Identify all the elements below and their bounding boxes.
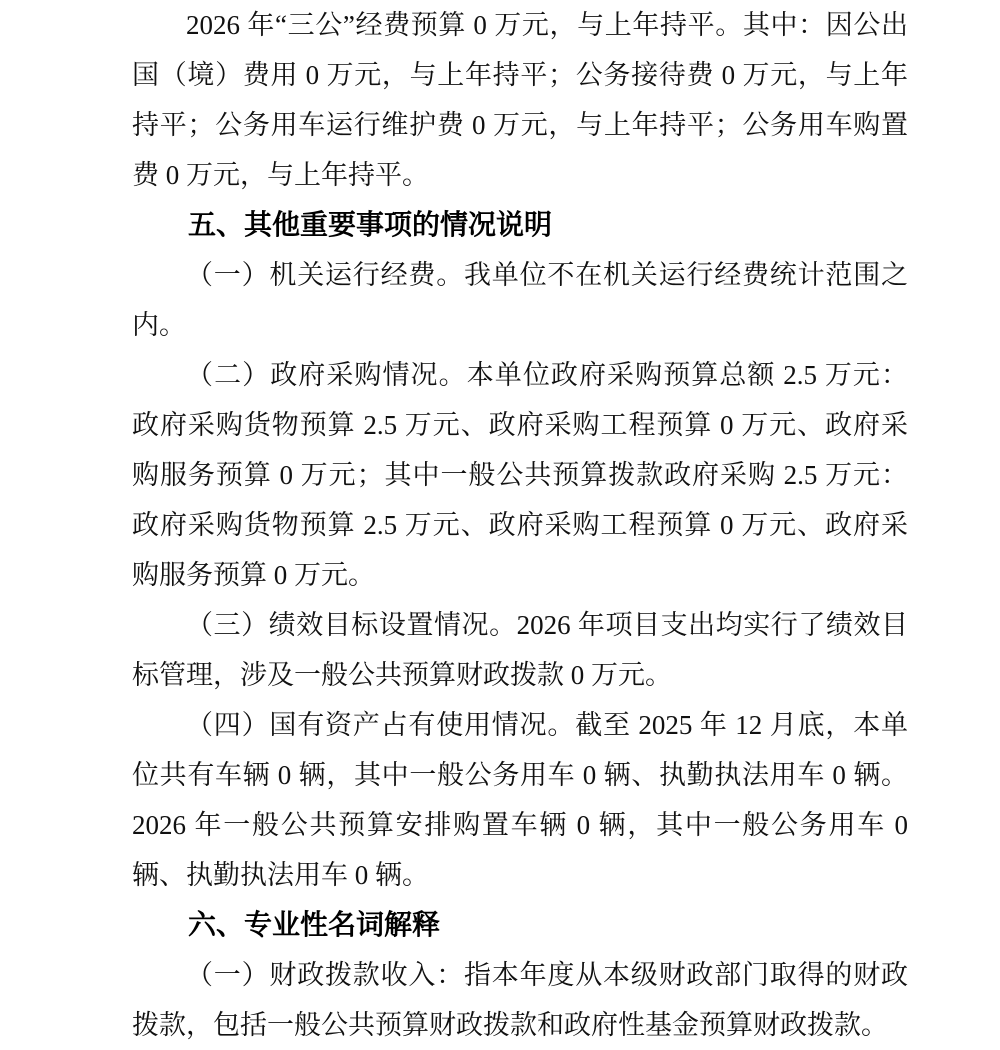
section-heading-terminology-explanation: 六、专业性名词解释	[188, 909, 441, 940]
paragraph-performance-target-setting: （三）绩效目标设置情况。2026 年项目支出均实行了绩效目标管理，涉及一般公共预算财政拨款 0 万元。	[132, 610, 908, 690]
paragraph-fiscal-appropriation-income-definition: （一）财政拨款收入：指本年度从本级财政部门取得的财政拨款，包括一般公共预算财政拨款和政府性基金预算财政拨款。	[132, 960, 908, 1040]
section-heading-other-important-matters: 五、其他重要事项的情况说明	[188, 209, 553, 240]
paragraph-agency-operating-funds: （一）机关运行经费。我单位不在机关运行经费统计范围之内。	[132, 260, 908, 340]
paragraph-government-procurement: （二）政府采购情况。本单位政府采购预算总额 2.5 万元：政府采购货物预算 2.5 万元、政府采购工程预算 0 万元、政府采购服务预算 0 万元；其中一般公共预算拨款政府采购 2.5 万元：政府采购货物预算 2.5 万元、政府采购工程预算 0 万元、政府采购服务预算 0 万元。	[132, 360, 908, 590]
paragraph-three-public-expenses-budget: 2026 年“三公”经费预算 0 万元，与上年持平。其中：因公出国（境）费用 0 万元，与上年持平；公务接待费 0 万元，与上年持平；公务用车运行维护费 0 万元，与上年持平；公务用车购置费 0 万元，与上年持平。	[132, 10, 908, 190]
paragraph-state-owned-assets-usage: （四）国有资产占有使用情况。截至 2025 年 12 月底，本单位共有车辆 0 辆，其中一般公务用车 0 辆、执勤执法用车 0 辆。2026 年一般公共预算安排购置车辆 0 辆，其中一般公务用车 0 辆、执勤执法用车 0 辆。	[132, 710, 908, 890]
